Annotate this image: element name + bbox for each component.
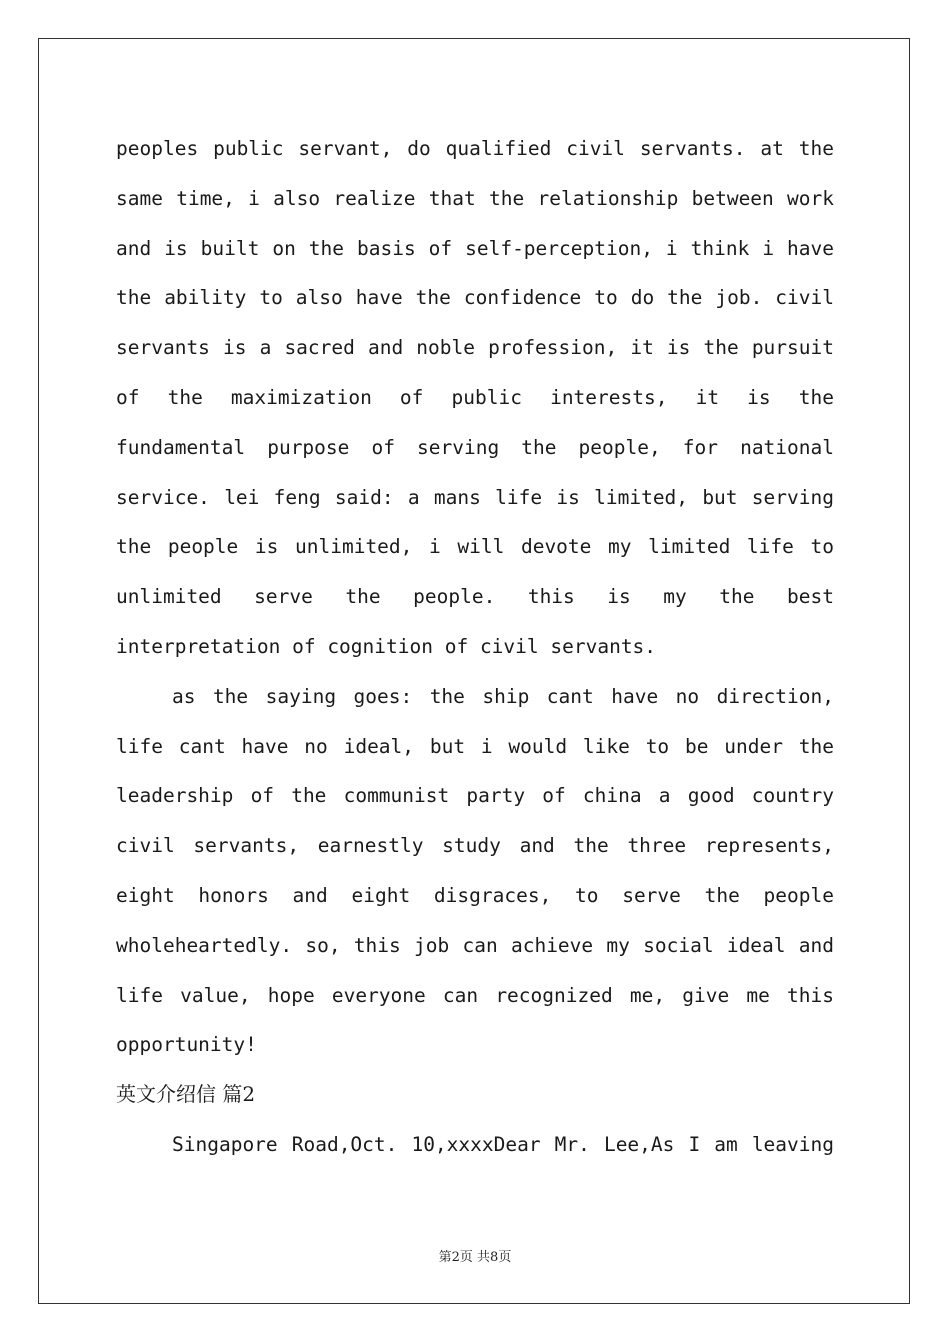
text-line: of the maximization of public interests, it is the xyxy=(116,385,834,409)
text-line: opportunity! xyxy=(116,1033,257,1057)
text-line: unlimited serve the people. this is my the best xyxy=(116,585,834,609)
text-line: Singapore Road,Oct. 10,xxxxDear Mr. Lee,As I am leaving xyxy=(172,1132,834,1156)
text-line: peoples public servant, do qualified civil servants. at the xyxy=(116,137,834,160)
text-line: the people is unlimited, i will devote my limited life to xyxy=(116,535,834,559)
text-line: life value, hope everyone can recognized me, give me this xyxy=(116,983,834,1007)
text-line: wholeheartedly. so, this job can achieve my social ideal and xyxy=(116,933,834,957)
text-line: as the saying goes: the ship cant have no direction, xyxy=(172,684,834,708)
text-line: the ability to also have the confidence to do the job. civil xyxy=(116,286,834,310)
text-line: servants is a sacred and noble profession, it is the pursuit xyxy=(116,336,834,360)
text-line: service. lei feng said: a mans life is limited, but serving xyxy=(116,485,834,509)
paragraph-1 xyxy=(116,124,834,672)
text-line: and is built on the basis of self-perception, i think i have xyxy=(116,236,834,260)
page-number-footer: 第2页 共8页 xyxy=(438,1250,512,1265)
text-line: interpretation of cognition of civil servants. xyxy=(116,634,657,658)
text-line: civil servants, earnestly study and the three represents, xyxy=(116,834,834,858)
text-line: leadership of the communist party of china a good country xyxy=(116,784,834,808)
section-heading: 英文介绍信 篇2 xyxy=(116,1082,256,1107)
paragraph-2 xyxy=(116,672,834,1070)
text-line: fundamental purpose of serving the people, for national xyxy=(116,435,834,459)
document-body xyxy=(116,124,834,1170)
text-line: eight honors and eight disgraces, to serve the people xyxy=(116,883,834,907)
text-line: life cant have no ideal, but i would like to be under the xyxy=(116,734,834,758)
paragraph-3 xyxy=(116,1120,834,1170)
text-line: same time, i also realize that the relationship between work xyxy=(116,186,834,210)
